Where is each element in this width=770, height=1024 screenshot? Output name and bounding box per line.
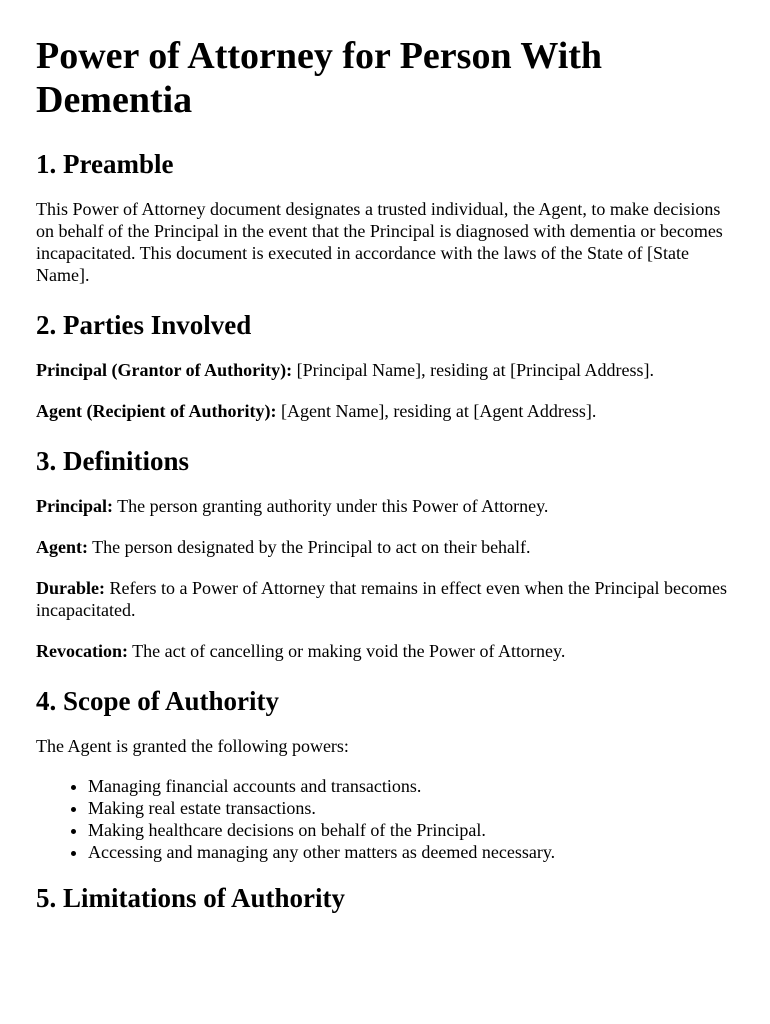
section-heading-preamble: 1. Preamble: [36, 149, 174, 179]
powers-list: [36, 775, 730, 863]
party-principal-label: Principal (Grantor of Authority):: [36, 360, 293, 380]
section-preamble: [36, 148, 730, 286]
party-agent-text: [Agent Name], residing at [Agent Address].: [276, 401, 597, 421]
list-item: • Making real estate transactions.: [88, 797, 730, 819]
document-title: Power of Attorney for Person With Dementia: [36, 35, 603, 121]
definition-text: Refers to a Power of Attorney that remains in effect even when the Principal becomes incapacitated.: [36, 578, 727, 620]
definition-text: The person designated by the Principal to act on their behalf.: [88, 537, 531, 557]
definition-item: [36, 640, 730, 662]
party-agent-label: Agent (Recipient of Authority):: [36, 401, 277, 421]
section-parties: [36, 309, 730, 422]
list-item: • Managing financial accounts and transactions.: [88, 775, 730, 797]
definition-term: Revocation:: [36, 641, 128, 661]
list-item: • Accessing and managing any other matters as deemed necessary.: [88, 841, 730, 863]
list-item: • Making healthcare decisions on behalf of the Principal.: [88, 819, 730, 841]
section-scope: [36, 685, 730, 863]
section-heading-parties: 2. Parties Involved: [36, 310, 252, 340]
definition-term: Agent:: [36, 537, 88, 557]
section-heading-scope: 4. Scope of Authority: [36, 686, 279, 716]
section-heading-limitations: 5. Limitations of Authority: [36, 883, 346, 913]
preamble-text: This Power of Attorney document designates a trusted individual, the Agent, to make decisions on behalf of the Principal in the event that the Principal is diagnosed with dementia or becomes incapacitated. This document is executed in accordance with the laws of the State of [State Name].: [36, 199, 723, 285]
party-principal: [36, 359, 730, 381]
definition-item: [36, 536, 730, 558]
definition-text: The person granting authority under this Power of Attorney.: [113, 496, 549, 516]
section-limitations: [36, 882, 730, 914]
definition-term: Principal:: [36, 496, 113, 516]
definition-item: [36, 495, 730, 517]
party-principal-text: [Principal Name], residing at [Principal Address].: [292, 360, 655, 380]
definition-item: [36, 577, 730, 621]
scope-intro: The Agent is granted the following powers:: [36, 736, 349, 756]
definition-term: Durable:: [36, 578, 105, 598]
section-heading-definitions: 3. Definitions: [36, 446, 190, 476]
definition-text: The act of cancelling or making void the Power of Attorney.: [127, 641, 566, 661]
party-agent: [36, 400, 730, 422]
section-definitions: [36, 445, 730, 662]
